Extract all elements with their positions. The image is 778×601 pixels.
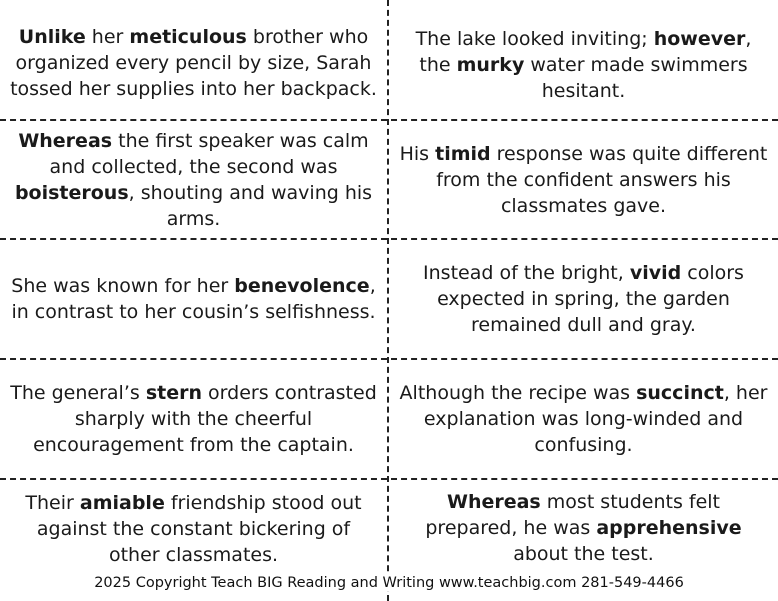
card-succinct: [389, 359, 778, 479]
vocab-word: succinct: [636, 382, 724, 404]
card-timid: [389, 120, 778, 239]
card-unlike-meticulous: [0, 0, 387, 120]
card-vivid: [389, 239, 778, 359]
sentence-text: , shouting and waving his arms.: [128, 181, 373, 230]
copyright-text: 2025 Copyright Teach BIG Reading and Writing www.teachbig.com 281-549-4466: [94, 575, 684, 591]
card-text: [10, 490, 377, 568]
card-text: [10, 273, 377, 325]
card-text: [10, 24, 377, 102]
card-text: [10, 128, 377, 232]
copyright-footer: [0, 574, 778, 594]
cut-line-horizontal-2: [0, 238, 778, 240]
sentence-text: friendship stood out against the constant bickering of other classmates.: [36, 492, 362, 566]
sentence-text: Although the recipe was: [399, 382, 637, 404]
card-whereas-apprehensive: [389, 480, 778, 572]
card-benevolence: [0, 239, 387, 359]
sentence-text: her: [85, 26, 130, 48]
vocab-word: Unlike: [18, 26, 86, 48]
vocab-word: meticulous: [129, 26, 247, 48]
card-text: [399, 141, 768, 219]
sentence-text: water made swimmers hesitant.: [524, 54, 748, 102]
card-text: [399, 380, 768, 458]
card-text: [399, 26, 768, 104]
card-however-murky: [389, 0, 778, 120]
sentence-text: Instead of the bright,: [423, 262, 630, 284]
sentence-text: She was known for her: [11, 275, 235, 297]
vocab-word: apprehensive: [596, 517, 742, 539]
cut-line-horizontal-3: [0, 358, 778, 360]
sentence-text: The lake looked inviting;: [415, 28, 654, 50]
sentence-text: the first speaker was calm and collected, the second was: [49, 129, 369, 178]
vocab-word: Whereas: [446, 491, 541, 513]
sentence-text: orders contrasted sharply with the cheerful encouragement from the captain.: [33, 382, 377, 456]
vocab-word: however: [653, 28, 746, 50]
card-text: [399, 489, 768, 567]
sentence-text: The general’s: [10, 382, 146, 404]
vocab-word: vivid: [629, 262, 682, 284]
sentence-text: response was quite different from the confident answers his classmates gave.: [436, 142, 768, 217]
card-amiable: [0, 480, 387, 572]
sentence-text: about the test.: [513, 543, 654, 565]
card-whereas-boisterous: [0, 120, 387, 239]
sentence-text: , in contrast to her cousin’s selfishness.: [11, 275, 376, 323]
vocab-word: murky: [456, 54, 525, 76]
card-text: [10, 380, 377, 458]
card-text: [399, 260, 768, 338]
vocab-word: boisterous: [14, 181, 129, 204]
card-stern: [0, 359, 387, 479]
sentence-text: colors expected in spring, the garden remained dull and gray.: [437, 262, 744, 336]
vocab-word: benevolence: [234, 275, 370, 297]
vocab-word: stern: [145, 382, 202, 404]
sentence-text: most students felt prepared, he was: [425, 491, 720, 539]
cut-line-horizontal-1: [0, 119, 778, 121]
vocab-word: amiable: [79, 492, 165, 514]
sentence-text: brother who organized every pencil by size, Sarah tossed her supplies into her backpack.: [10, 26, 377, 100]
sentence-text: , her explanation was long-winded and confusing.: [423, 382, 768, 456]
cut-line-horizontal-4: [0, 478, 778, 480]
sentence-text: His: [399, 142, 436, 165]
sentence-text: , the: [419, 28, 752, 76]
sentence-text: Their: [25, 492, 80, 514]
vocab-word: Whereas: [18, 129, 113, 152]
vocab-word: timid: [435, 142, 491, 165]
cut-line-vertical: [387, 0, 389, 601]
